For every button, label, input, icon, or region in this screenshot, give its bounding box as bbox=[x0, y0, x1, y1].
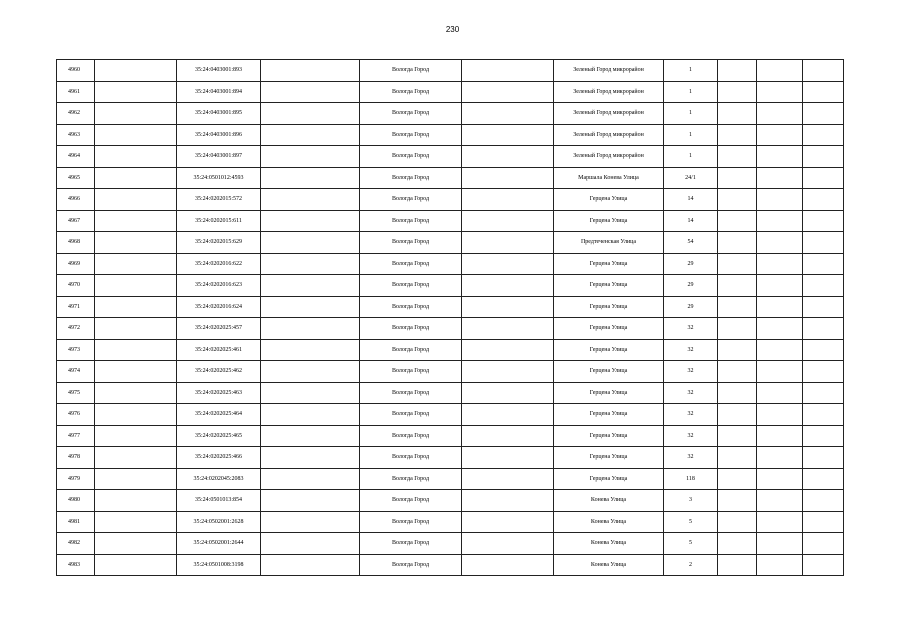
row-number-cell: 4975 bbox=[57, 382, 95, 404]
empty-cell bbox=[718, 533, 757, 555]
row-number-cell: 4962 bbox=[57, 103, 95, 125]
empty-cell bbox=[718, 210, 757, 232]
table-row bbox=[57, 511, 844, 533]
row-number-cell: 4971 bbox=[57, 296, 95, 318]
empty-cell bbox=[462, 382, 554, 404]
empty-cell bbox=[261, 533, 360, 555]
empty-cell bbox=[95, 361, 177, 383]
empty-cell bbox=[757, 382, 803, 404]
table-row bbox=[57, 468, 844, 490]
empty-cell bbox=[757, 210, 803, 232]
empty-cell bbox=[95, 318, 177, 340]
house-number-cell: 32 bbox=[664, 339, 718, 361]
row-number-cell: 4976 bbox=[57, 404, 95, 426]
empty-cell bbox=[718, 146, 757, 168]
cadastral-number-cell: 35:24:0403001:894 bbox=[177, 81, 261, 103]
table-row bbox=[57, 490, 844, 512]
empty-cell bbox=[757, 81, 803, 103]
row-number-cell: 4981 bbox=[57, 511, 95, 533]
empty-cell bbox=[261, 189, 360, 211]
cadastral-number-cell: 35:24:0403001:897 bbox=[177, 146, 261, 168]
table-row bbox=[57, 361, 844, 383]
empty-cell bbox=[95, 253, 177, 275]
empty-cell bbox=[803, 232, 844, 254]
empty-cell bbox=[462, 124, 554, 146]
cadastral-number-cell: 35:24:0202025:465 bbox=[177, 425, 261, 447]
empty-cell bbox=[718, 275, 757, 297]
table-row bbox=[57, 425, 844, 447]
empty-cell bbox=[95, 146, 177, 168]
cadastral-number-cell: 35:24:0202025:462 bbox=[177, 361, 261, 383]
empty-cell bbox=[757, 275, 803, 297]
empty-cell bbox=[261, 103, 360, 125]
empty-cell bbox=[718, 447, 757, 469]
empty-cell bbox=[261, 81, 360, 103]
row-number-cell: 4960 bbox=[57, 60, 95, 82]
cadastral-number-cell: 35:24:0202025:463 bbox=[177, 382, 261, 404]
empty-cell bbox=[462, 468, 554, 490]
locality-cell: Вологда Город bbox=[360, 103, 462, 125]
house-number-cell: 1 bbox=[664, 81, 718, 103]
empty-cell bbox=[718, 103, 757, 125]
street-cell: Герцена Улица bbox=[554, 468, 664, 490]
table-row bbox=[57, 60, 844, 82]
street-cell: Конева Улица bbox=[554, 533, 664, 555]
house-number-cell: 32 bbox=[664, 318, 718, 340]
empty-cell bbox=[757, 296, 803, 318]
empty-cell bbox=[803, 253, 844, 275]
street-cell: Предтеченская Улица bbox=[554, 232, 664, 254]
empty-cell bbox=[757, 404, 803, 426]
empty-cell bbox=[803, 210, 844, 232]
table-row bbox=[57, 296, 844, 318]
empty-cell bbox=[803, 490, 844, 512]
locality-cell: Вологда Город bbox=[360, 81, 462, 103]
row-number-cell: 4966 bbox=[57, 189, 95, 211]
empty-cell bbox=[718, 296, 757, 318]
empty-cell bbox=[757, 554, 803, 576]
empty-cell bbox=[462, 167, 554, 189]
locality-cell: Вологда Город bbox=[360, 124, 462, 146]
empty-cell bbox=[462, 318, 554, 340]
row-number-cell: 4978 bbox=[57, 447, 95, 469]
locality-cell: Вологда Город bbox=[360, 232, 462, 254]
street-cell: Герцена Улица bbox=[554, 296, 664, 318]
empty-cell bbox=[803, 103, 844, 125]
empty-cell bbox=[261, 318, 360, 340]
street-cell: Зеленый Город микрорайон bbox=[554, 124, 664, 146]
registry-table bbox=[56, 59, 844, 576]
empty-cell bbox=[757, 533, 803, 555]
row-number-cell: 4970 bbox=[57, 275, 95, 297]
empty-cell bbox=[718, 81, 757, 103]
street-cell: Герцена Улица bbox=[554, 189, 664, 211]
empty-cell bbox=[462, 81, 554, 103]
empty-cell bbox=[261, 468, 360, 490]
empty-cell bbox=[95, 533, 177, 555]
cadastral-number-cell: 35:24:0202016:624 bbox=[177, 296, 261, 318]
empty-cell bbox=[718, 382, 757, 404]
table-row bbox=[57, 533, 844, 555]
table-row bbox=[57, 232, 844, 254]
cadastral-number-cell: 35:24:0202015:611 bbox=[177, 210, 261, 232]
cadastral-number-cell: 35:24:0202025:457 bbox=[177, 318, 261, 340]
empty-cell bbox=[757, 490, 803, 512]
locality-cell: Вологда Город bbox=[360, 275, 462, 297]
locality-cell: Вологда Город bbox=[360, 468, 462, 490]
empty-cell bbox=[95, 232, 177, 254]
table-row bbox=[57, 404, 844, 426]
cadastral-number-cell: 35:24:0202025:464 bbox=[177, 404, 261, 426]
empty-cell bbox=[95, 103, 177, 125]
empty-cell bbox=[803, 382, 844, 404]
street-cell: Конева Улица bbox=[554, 511, 664, 533]
empty-cell bbox=[757, 425, 803, 447]
street-cell: Герцена Улица bbox=[554, 339, 664, 361]
empty-cell bbox=[803, 339, 844, 361]
cadastral-number-cell: 35:24:0403001:893 bbox=[177, 60, 261, 82]
empty-cell bbox=[718, 490, 757, 512]
street-cell: Герцена Улица bbox=[554, 447, 664, 469]
empty-cell bbox=[803, 124, 844, 146]
empty-cell bbox=[757, 318, 803, 340]
empty-cell bbox=[718, 167, 757, 189]
locality-cell: Вологда Город bbox=[360, 296, 462, 318]
empty-cell bbox=[803, 404, 844, 426]
empty-cell bbox=[261, 447, 360, 469]
empty-cell bbox=[95, 275, 177, 297]
row-number-cell: 4965 bbox=[57, 167, 95, 189]
empty-cell bbox=[757, 167, 803, 189]
empty-cell bbox=[718, 339, 757, 361]
empty-cell bbox=[95, 296, 177, 318]
empty-cell bbox=[803, 361, 844, 383]
empty-cell bbox=[261, 554, 360, 576]
empty-cell bbox=[803, 511, 844, 533]
empty-cell bbox=[718, 361, 757, 383]
street-cell: Герцена Улица bbox=[554, 318, 664, 340]
house-number-cell: 32 bbox=[664, 361, 718, 383]
row-number-cell: 4983 bbox=[57, 554, 95, 576]
empty-cell bbox=[261, 490, 360, 512]
empty-cell bbox=[803, 275, 844, 297]
row-number-cell: 4964 bbox=[57, 146, 95, 168]
empty-cell bbox=[718, 404, 757, 426]
cadastral-number-cell: 35:24:0502001:2628 bbox=[177, 511, 261, 533]
table-row bbox=[57, 447, 844, 469]
street-cell: Конева Улица bbox=[554, 554, 664, 576]
house-number-cell: 118 bbox=[664, 468, 718, 490]
cadastral-number-cell: 35:24:0202015:572 bbox=[177, 189, 261, 211]
empty-cell bbox=[462, 511, 554, 533]
table-row bbox=[57, 253, 844, 275]
empty-cell bbox=[261, 339, 360, 361]
table-row bbox=[57, 103, 844, 125]
house-number-cell: 29 bbox=[664, 296, 718, 318]
empty-cell bbox=[803, 60, 844, 82]
empty-cell bbox=[95, 81, 177, 103]
street-cell: Зеленый Город микрорайон bbox=[554, 146, 664, 168]
row-number-cell: 4977 bbox=[57, 425, 95, 447]
cadastral-number-cell: 35:24:0202016:623 bbox=[177, 275, 261, 297]
empty-cell bbox=[718, 468, 757, 490]
row-number-cell: 4968 bbox=[57, 232, 95, 254]
empty-cell bbox=[95, 511, 177, 533]
empty-cell bbox=[95, 189, 177, 211]
row-number-cell: 4961 bbox=[57, 81, 95, 103]
row-number-cell: 4973 bbox=[57, 339, 95, 361]
house-number-cell: 14 bbox=[664, 189, 718, 211]
house-number-cell: 32 bbox=[664, 382, 718, 404]
locality-cell: Вологда Город bbox=[360, 490, 462, 512]
locality-cell: Вологда Город bbox=[360, 361, 462, 383]
table-row bbox=[57, 167, 844, 189]
locality-cell: Вологда Город bbox=[360, 533, 462, 555]
empty-cell bbox=[718, 554, 757, 576]
row-number-cell: 4982 bbox=[57, 533, 95, 555]
table-row bbox=[57, 210, 844, 232]
empty-cell bbox=[462, 103, 554, 125]
empty-cell bbox=[757, 468, 803, 490]
empty-cell bbox=[803, 81, 844, 103]
empty-cell bbox=[803, 425, 844, 447]
street-cell: Герцена Улица bbox=[554, 210, 664, 232]
house-number-cell: 29 bbox=[664, 253, 718, 275]
row-number-cell: 4979 bbox=[57, 468, 95, 490]
house-number-cell: 5 bbox=[664, 511, 718, 533]
empty-cell bbox=[462, 232, 554, 254]
empty-cell bbox=[462, 425, 554, 447]
house-number-cell: 3 bbox=[664, 490, 718, 512]
house-number-cell: 32 bbox=[664, 404, 718, 426]
empty-cell bbox=[261, 167, 360, 189]
house-number-cell: 54 bbox=[664, 232, 718, 254]
house-number-cell: 24/1 bbox=[664, 167, 718, 189]
street-cell: Герцена Улица bbox=[554, 382, 664, 404]
empty-cell bbox=[95, 404, 177, 426]
locality-cell: Вологда Город bbox=[360, 189, 462, 211]
cadastral-number-cell: 35:24:0202025:461 bbox=[177, 339, 261, 361]
table-row bbox=[57, 275, 844, 297]
street-cell: Зеленый Город микрорайон bbox=[554, 60, 664, 82]
empty-cell bbox=[462, 490, 554, 512]
empty-cell bbox=[462, 146, 554, 168]
cadastral-number-cell: 35:24:0501012:4593 bbox=[177, 167, 261, 189]
empty-cell bbox=[757, 232, 803, 254]
cadastral-number-cell: 35:24:0202025:466 bbox=[177, 447, 261, 469]
cadastral-number-cell: 35:24:0501013:854 bbox=[177, 490, 261, 512]
house-number-cell: 14 bbox=[664, 210, 718, 232]
empty-cell bbox=[95, 490, 177, 512]
locality-cell: Вологда Город bbox=[360, 253, 462, 275]
cadastral-number-cell: 35:24:0202045:2083 bbox=[177, 468, 261, 490]
empty-cell bbox=[95, 468, 177, 490]
empty-cell bbox=[803, 296, 844, 318]
house-number-cell: 32 bbox=[664, 425, 718, 447]
table-row bbox=[57, 81, 844, 103]
empty-cell bbox=[261, 124, 360, 146]
empty-cell bbox=[462, 275, 554, 297]
locality-cell: Вологда Город bbox=[360, 210, 462, 232]
locality-cell: Вологда Город bbox=[360, 404, 462, 426]
table-row bbox=[57, 146, 844, 168]
street-cell: Герцена Улица bbox=[554, 361, 664, 383]
street-cell: Зеленый Город микрорайон bbox=[554, 81, 664, 103]
empty-cell bbox=[261, 382, 360, 404]
table-row bbox=[57, 124, 844, 146]
cadastral-number-cell: 35:24:0403001:895 bbox=[177, 103, 261, 125]
empty-cell bbox=[261, 296, 360, 318]
empty-cell bbox=[718, 124, 757, 146]
empty-cell bbox=[718, 511, 757, 533]
house-number-cell: 29 bbox=[664, 275, 718, 297]
house-number-cell: 5 bbox=[664, 533, 718, 555]
empty-cell bbox=[718, 60, 757, 82]
empty-cell bbox=[803, 468, 844, 490]
row-number-cell: 4969 bbox=[57, 253, 95, 275]
locality-cell: Вологда Город bbox=[360, 146, 462, 168]
empty-cell bbox=[757, 339, 803, 361]
locality-cell: Вологда Город bbox=[360, 167, 462, 189]
empty-cell bbox=[95, 339, 177, 361]
table-row bbox=[57, 382, 844, 404]
empty-cell bbox=[95, 382, 177, 404]
empty-cell bbox=[462, 339, 554, 361]
empty-cell bbox=[757, 60, 803, 82]
empty-cell bbox=[261, 425, 360, 447]
empty-cell bbox=[462, 189, 554, 211]
locality-cell: Вологда Город bbox=[360, 425, 462, 447]
street-cell: Герцена Улица bbox=[554, 253, 664, 275]
empty-cell bbox=[462, 554, 554, 576]
empty-cell bbox=[757, 511, 803, 533]
empty-cell bbox=[261, 232, 360, 254]
table-row bbox=[57, 189, 844, 211]
empty-cell bbox=[718, 253, 757, 275]
empty-cell bbox=[803, 447, 844, 469]
house-number-cell: 2 bbox=[664, 554, 718, 576]
locality-cell: Вологда Город bbox=[360, 447, 462, 469]
empty-cell bbox=[757, 361, 803, 383]
cadastral-number-cell: 35:24:0202015:629 bbox=[177, 232, 261, 254]
empty-cell bbox=[261, 404, 360, 426]
empty-cell bbox=[261, 275, 360, 297]
cadastral-number-cell: 35:24:0501008:3198 bbox=[177, 554, 261, 576]
cadastral-number-cell: 35:24:0502001:2644 bbox=[177, 533, 261, 555]
cadastral-number-cell: 35:24:0403001:896 bbox=[177, 124, 261, 146]
empty-cell bbox=[261, 253, 360, 275]
locality-cell: Вологда Город bbox=[360, 382, 462, 404]
row-number-cell: 4972 bbox=[57, 318, 95, 340]
table-row bbox=[57, 339, 844, 361]
empty-cell bbox=[462, 210, 554, 232]
row-number-cell: 4980 bbox=[57, 490, 95, 512]
empty-cell bbox=[462, 60, 554, 82]
empty-cell bbox=[95, 447, 177, 469]
empty-cell bbox=[261, 511, 360, 533]
locality-cell: Вологда Город bbox=[360, 318, 462, 340]
empty-cell bbox=[462, 361, 554, 383]
empty-cell bbox=[757, 189, 803, 211]
row-number-cell: 4963 bbox=[57, 124, 95, 146]
empty-cell bbox=[757, 447, 803, 469]
empty-cell bbox=[803, 554, 844, 576]
locality-cell: Вологда Город bbox=[360, 511, 462, 533]
row-number-cell: 4967 bbox=[57, 210, 95, 232]
empty-cell bbox=[757, 103, 803, 125]
empty-cell bbox=[718, 189, 757, 211]
empty-cell bbox=[718, 318, 757, 340]
empty-cell bbox=[462, 404, 554, 426]
house-number-cell: 1 bbox=[664, 60, 718, 82]
locality-cell: Вологда Город bbox=[360, 554, 462, 576]
empty-cell bbox=[261, 60, 360, 82]
empty-cell bbox=[95, 167, 177, 189]
empty-cell bbox=[757, 253, 803, 275]
empty-cell bbox=[803, 318, 844, 340]
empty-cell bbox=[95, 60, 177, 82]
house-number-cell: 1 bbox=[664, 146, 718, 168]
house-number-cell: 1 bbox=[664, 103, 718, 125]
empty-cell bbox=[261, 210, 360, 232]
empty-cell bbox=[462, 533, 554, 555]
empty-cell bbox=[95, 425, 177, 447]
empty-cell bbox=[95, 210, 177, 232]
empty-cell bbox=[803, 146, 844, 168]
empty-cell bbox=[803, 189, 844, 211]
empty-cell bbox=[718, 425, 757, 447]
locality-cell: Вологда Город bbox=[360, 60, 462, 82]
empty-cell bbox=[718, 232, 757, 254]
empty-cell bbox=[462, 447, 554, 469]
locality-cell: Вологда Город bbox=[360, 339, 462, 361]
empty-cell bbox=[803, 167, 844, 189]
cadastral-number-cell: 35:24:0202016:622 bbox=[177, 253, 261, 275]
street-cell: Герцена Улица bbox=[554, 425, 664, 447]
row-number-cell: 4974 bbox=[57, 361, 95, 383]
empty-cell bbox=[462, 296, 554, 318]
street-cell: Конева Улица bbox=[554, 490, 664, 512]
empty-cell bbox=[462, 253, 554, 275]
empty-cell bbox=[95, 124, 177, 146]
street-cell: Зеленый Город микрорайон bbox=[554, 103, 664, 125]
street-cell: Маршала Конева Улица bbox=[554, 167, 664, 189]
empty-cell bbox=[757, 124, 803, 146]
empty-cell bbox=[95, 554, 177, 576]
empty-cell bbox=[261, 361, 360, 383]
street-cell: Герцена Улица bbox=[554, 275, 664, 297]
table-row bbox=[57, 554, 844, 576]
table-row bbox=[57, 318, 844, 340]
house-number-cell: 1 bbox=[664, 124, 718, 146]
empty-cell bbox=[803, 533, 844, 555]
street-cell: Герцена Улица bbox=[554, 404, 664, 426]
house-number-cell: 32 bbox=[664, 447, 718, 469]
page-number: 230 bbox=[445, 25, 460, 34]
empty-cell bbox=[757, 146, 803, 168]
empty-cell bbox=[261, 146, 360, 168]
